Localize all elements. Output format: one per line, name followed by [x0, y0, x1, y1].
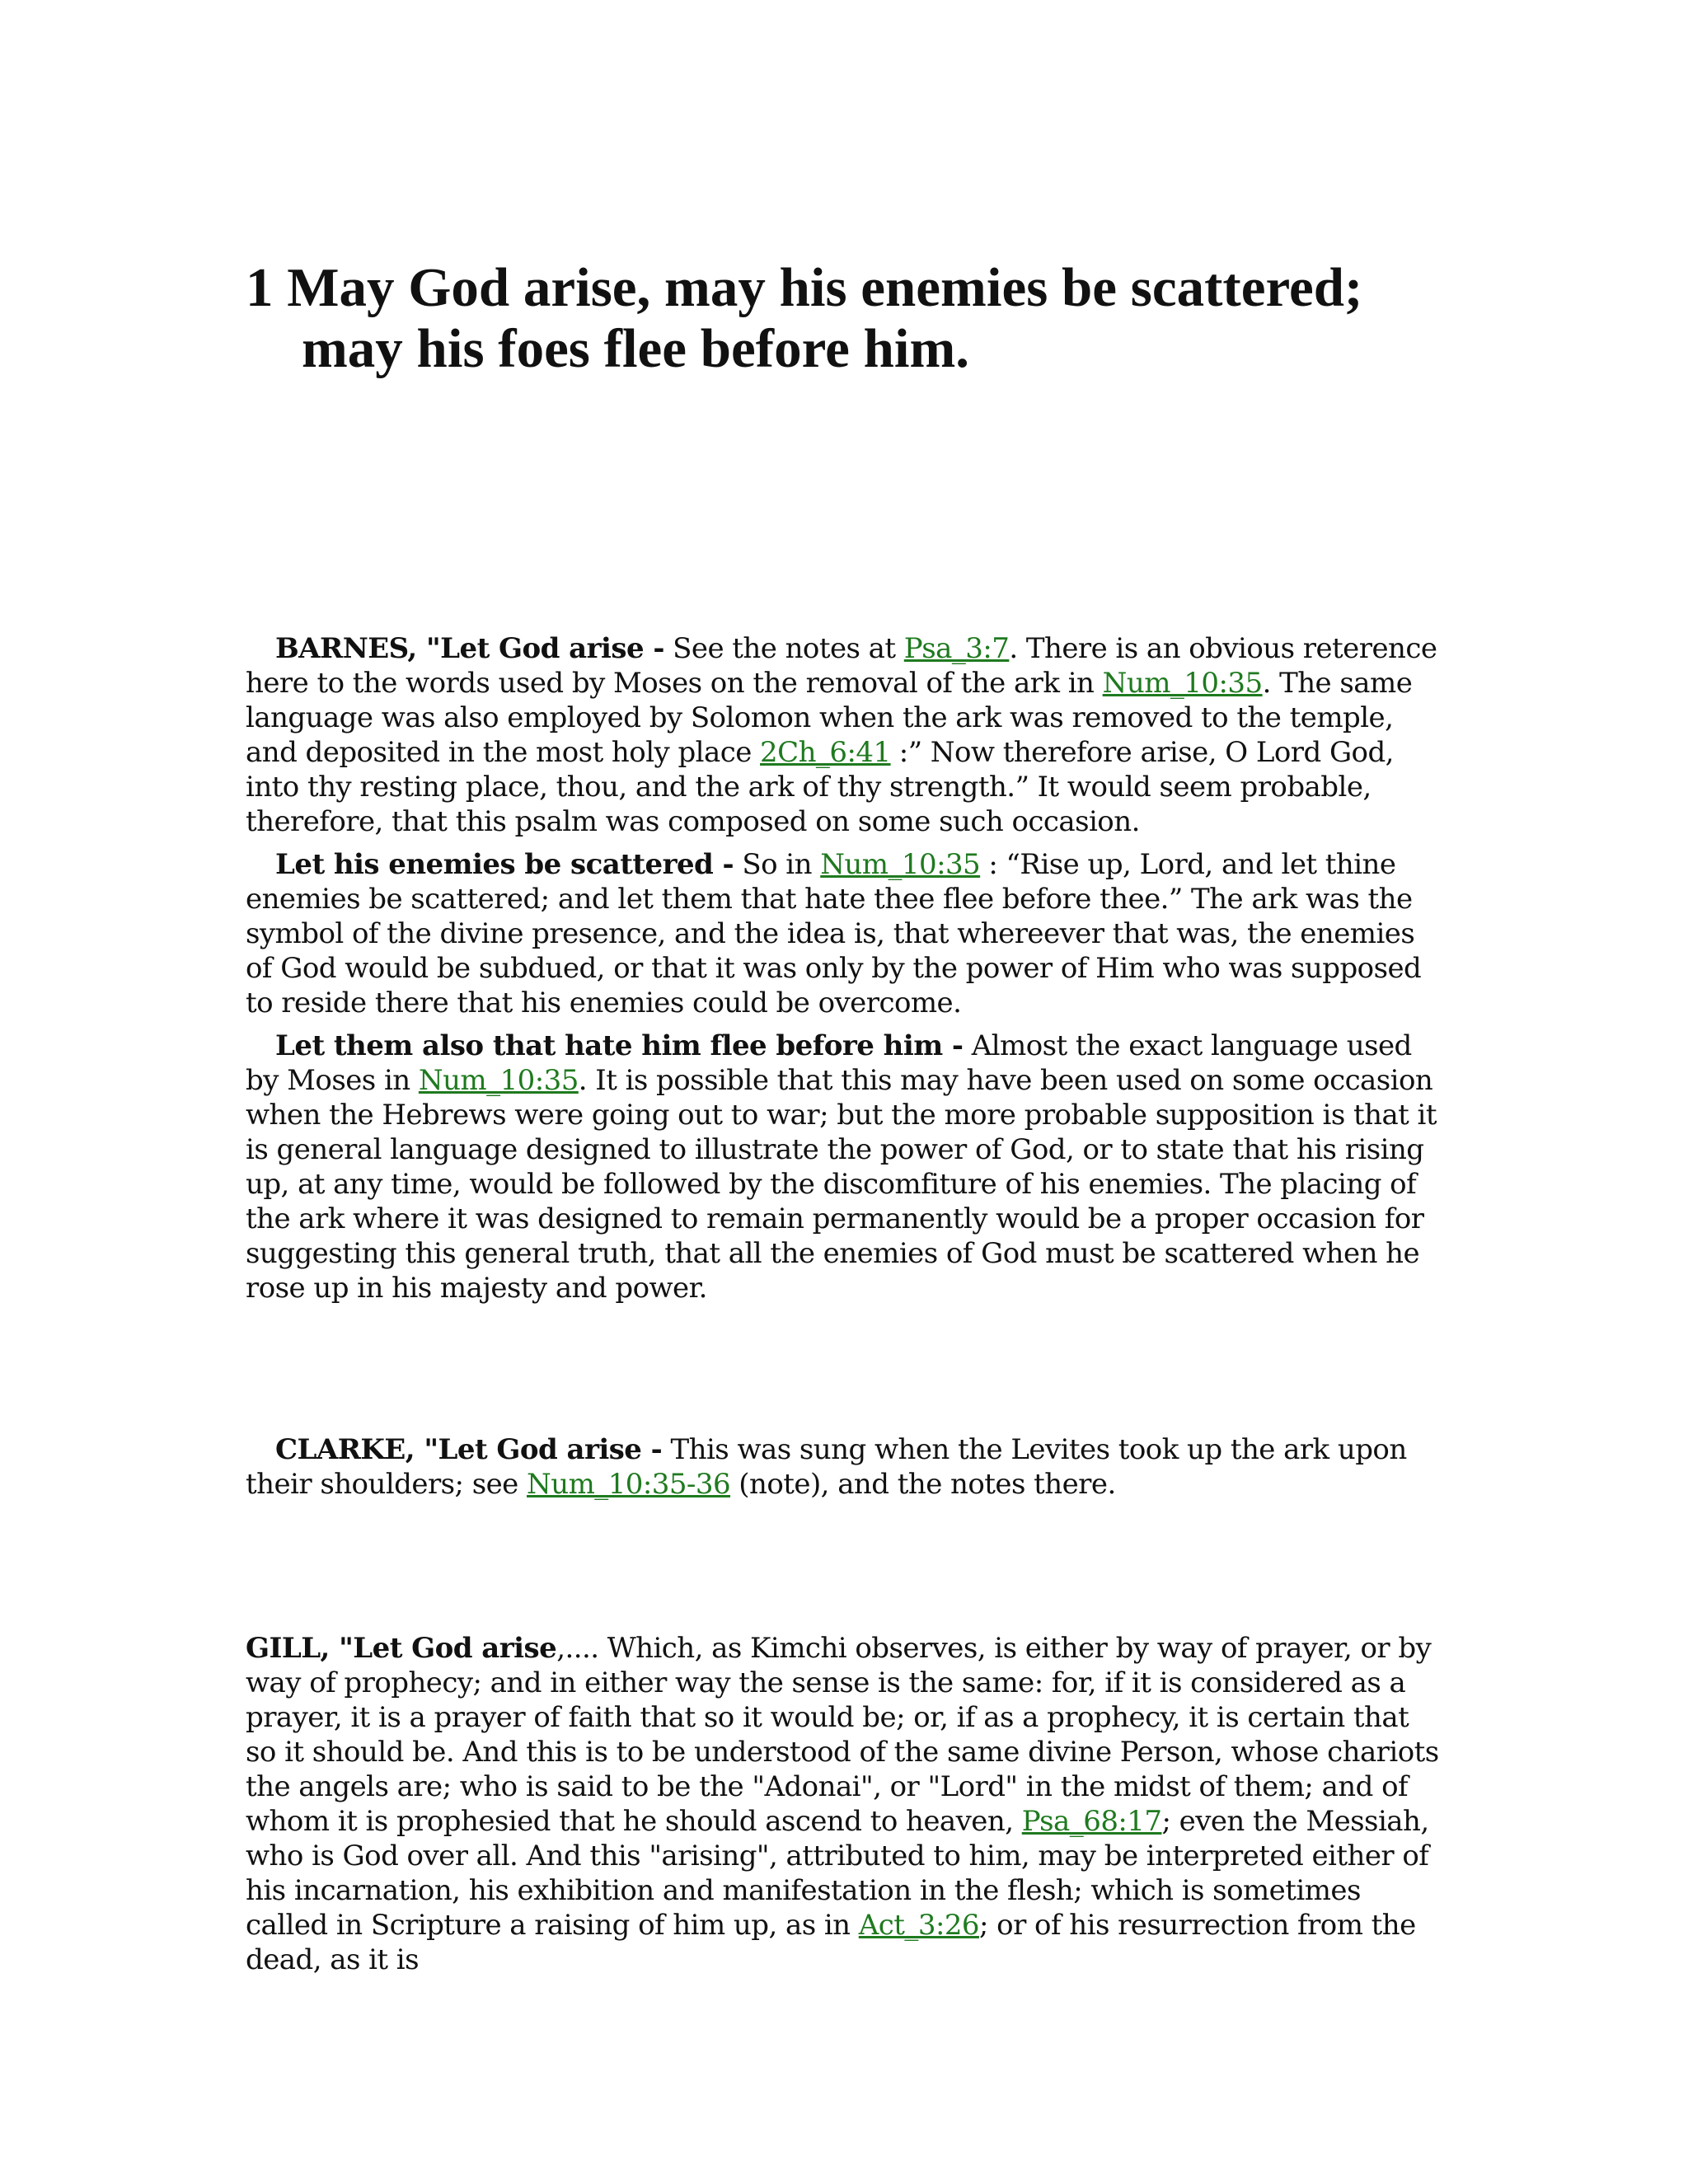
gill-paragraph: [246, 1631, 1441, 1977]
verse-line-1: 1 May God arise, may his enemies be scattered;: [246, 257, 1363, 318]
barnes-p1-text-3: . The same language was also employed by Solomon when the ark was removed to the temple, and deposited in the most holy place: [246, 667, 1413, 769]
gill-commentary: [246, 1631, 1441, 1985]
verse-line-2: may his foes flee before him.: [302, 318, 970, 379]
ref-link-act-3-26[interactable]: Act_3:26: [858, 1909, 980, 1942]
barnes-p3-text-1: Almost the exact language used by Moses in: [246, 1029, 1412, 1097]
ref-link-psa-3-7[interactable]: Psa_3:7: [903, 632, 1010, 665]
barnes-subheading-flee: Let them also that hate him flee before him -: [275, 1029, 964, 1062]
barnes-heading: BARNES, "Let God arise -: [275, 632, 664, 665]
clarke-heading: CLARKE, "Let God arise -: [275, 1433, 663, 1466]
clarke-commentary: [246, 1432, 1441, 1510]
barnes-p2-text-2: : “Rise up, Lord, and let thine enemies be scattered; and let them that hate thee flee before thee.” The ark was the symbol of the divine presence, and the idea is, that whereever that was, the enemies of God would be subdued, or that it was only by the power of Him who was supposed to reside there that his enemies could be overcome.: [246, 848, 1422, 1019]
gill-text-3: ; or of his resurrection from the dead, as it is: [246, 1909, 1416, 1976]
barnes-paragraph-2: [246, 847, 1441, 1020]
clarke-text-2: (note), and the notes there.: [730, 1468, 1116, 1501]
barnes-subheading-scattered: Let his enemies be scattered -: [275, 848, 734, 881]
ref-link-num-10-35-36[interactable]: Num_10:35-36: [527, 1468, 731, 1501]
barnes-commentary: [246, 631, 1441, 1314]
barnes-paragraph-3: [246, 1029, 1441, 1305]
ref-link-2ch-6-41[interactable]: 2Ch_6:41: [760, 736, 891, 769]
gill-text-2: ; even the Messiah, who is God over all. And this "arising", attributed to him, may be interpreted either of his incarnation, his exhibition and manifestation in the flesh; which is sometimes called in Scripture a raising of him up, as in: [246, 1805, 1429, 1942]
gill-text-1: ,.... Which, as Kimchi observes, is either by way of prayer, or by way of prophecy; and in either way the sense is the same: for, if it is considered as a prayer, it is a prayer of faith that so it would be; or, if as a prophecy, it is certain that so it should be. And this is to be understood of the same divine Person, whose chariots the angels are; who is said to be the "Adonai", or "Lord" in the midst of them; and of whom it is prophesied that he should ascend to heaven,: [246, 1632, 1439, 1838]
barnes-paragraph-1: [246, 631, 1441, 839]
barnes-p3-text-2: . It is possible that this may have been used on some occasion when the Hebrews were going out to war; but the more probable supposition is that it is general language designed to illustrate the power of God, or to state that his rising up, at any time, would be followed by the discomfiture of his enemies. The placing of the ark where it was designed to remain permanently would be a proper occasion for suggesting this general truth, that all the enemies of God must be scattered when he rose up in his majesty and power.: [246, 1064, 1437, 1305]
barnes-p1-text-1: See the notes at: [663, 632, 904, 665]
ref-link-num-10-35[interactable]: Num_10:35: [820, 848, 981, 881]
gill-heading: GILL, "Let God arise: [246, 1632, 557, 1665]
ref-link-num-10-35[interactable]: Num_10:35: [1102, 667, 1263, 700]
ref-link-psa-68-17[interactable]: Psa_68:17: [1021, 1805, 1162, 1838]
clarke-paragraph: [246, 1432, 1441, 1502]
barnes-p2-text-1: So in: [734, 848, 821, 881]
barnes-p1-text-4: :” Now therefore arise, O Lord God, into thy resting place, thou, and the ark of thy strength.” It would seem probable, therefore, that this psalm was composed on some such occasion.: [246, 736, 1394, 838]
clarke-text-1: This was sung when the Levites took up the ark upon their shoulders; see: [246, 1433, 1407, 1501]
verse-heading: [246, 257, 1482, 379]
ref-link-num-10-35[interactable]: Num_10:35: [418, 1064, 579, 1097]
barnes-p1-text-2: . There is an obvious reterence here to the words used by Moses on the removal of the ark in: [246, 632, 1437, 700]
